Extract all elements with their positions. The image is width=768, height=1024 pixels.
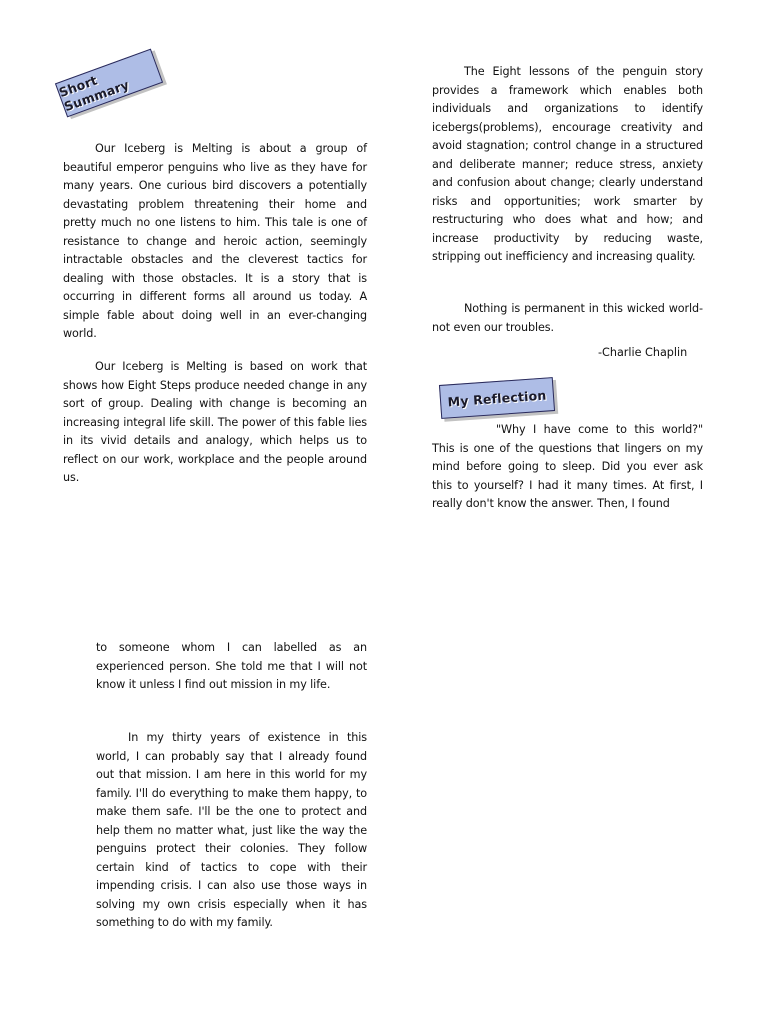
short-summary-label-text: Short Summary bbox=[56, 72, 132, 115]
summary-paragraph-1: Our Iceberg is Melting is about a group of beautiful emperor penguins who live as they have for many years. One curious bird discovers a potentially devastating problem threatening their home and pretty much no one listens to him. This tale is one of resistance to change and heroic action, seemingly intractable obstacles and the cleverest tactics for dealing with those obstacles. It is a story that is occurring in different forms all around us today. A simple fable about doing well in an ever-changing world. bbox=[63, 142, 367, 340]
eight-lessons-paragraph: The Eight lessons of the penguin story provides a framework which enables both individuals and organizations to identify icebergs(problems), encourage creativity and avoid stagnation; control change in a structured and deliberate manner; reduce stress, anxiety and confusion about change; clearly understand risks and opportunities; work smarter by restructuring who does what and how; and increase productivity by reducing waste, stripping out inefficiency and increasing quality. bbox=[432, 65, 703, 263]
reflection-paragraph-1: "Why I have come to this world?" This is one of the questions that lingers on my mind before going to sleep. Did you ever ask this to yourself? I had it many times. At first, I really don't know the answer. Then, I found bbox=[432, 423, 703, 510]
chaplin-quote: Nothing is permanent in this wicked world- not even our troubles. bbox=[432, 302, 703, 334]
my-reflection-label-text: My Reflection bbox=[447, 387, 547, 409]
my-reflection-label bbox=[439, 377, 555, 419]
reflection-paragraph-3: In my thirty years of existence in this world, I can probably say that I already found out that mission. I am here in this world for my family. I'll do everything to make them happy, to make them safe. I'll be the one to protect and help them no matter what, just like the way the penguins protect their colonies. They follow certain kind of tactics to cope with their impending crisis. I can also use those ways in solving my own crisis especially when it has something to do with my family. bbox=[96, 731, 367, 929]
quote-author: -Charlie Chaplin bbox=[598, 346, 688, 359]
summary-paragraph-2: Our Iceberg is Melting is based on work that shows how Eight Steps produce needed change in any sort of group. Dealing with change is becoming an increasing integral life skill. The power of this fable lies in its vivid details and analogy, which helps us to reflect on our work, workplace and the people around us. bbox=[63, 360, 367, 484]
reflection-continuation-paragraph: to someone whom I can labelled as an experienced person. She told me that I will not know it unless I find out mission in my life. bbox=[96, 641, 367, 691]
short-summary-label bbox=[55, 49, 163, 118]
